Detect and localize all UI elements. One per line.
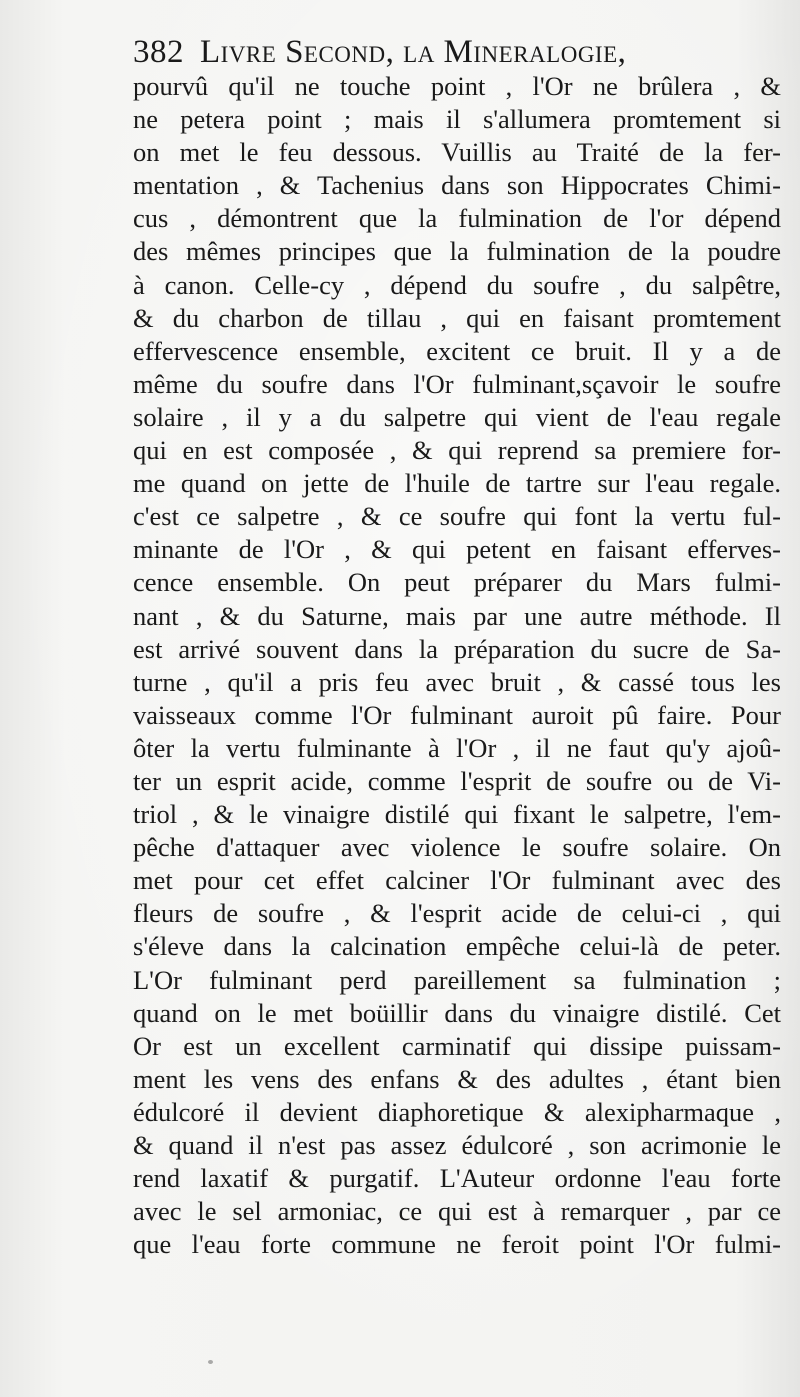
text-line: avec le sel armoniac, ce qui est à remarquer , par ce (133, 1196, 781, 1227)
text-line: ôter la vertu fulminante à l'Or , il ne faut qu'y ajoû- (133, 732, 781, 763)
text-line: est arrivé souvent dans la préparation du sucre de Sa- (133, 633, 781, 664)
running-title: Livre Second, la Mineralogie, (200, 34, 627, 70)
text-line: ter un esprit acide, comme l'esprit de soufre ou de Vi- (133, 765, 781, 796)
text-line: minante de l'Or , & qui petent en faisant efferves- (133, 534, 781, 565)
text-line: solaire , il y a du salpetre qui vient de l'eau regale (133, 401, 781, 432)
text-line: quand on le met boüillir dans du vinaigre distilé. Cet (133, 997, 781, 1028)
paper-spot (208, 1360, 213, 1364)
text-line: Or est un excellent carminatif qui dissipe puissam- (133, 1030, 781, 1061)
text-line: pourvû qu'il ne touche point , l'Or ne brûlera , & (133, 71, 781, 101)
text-line: effervescence ensemble, excitent ce bruit. Il y a de (133, 335, 781, 366)
text-line: cus , démontrent que la fulmination de l'or dépend (133, 203, 781, 234)
text-line: des mêmes principes que la fulmination de la poudre (133, 236, 781, 267)
text-line: fleurs de soufre , & l'esprit acide de celui-ci , qui (133, 898, 781, 929)
text-line: cence ensemble. On peut préparer du Mars fulmi- (133, 567, 781, 598)
text-line: même du soufre dans l'Or fulminant,sçavoir le soufre (133, 368, 781, 399)
text-line: à canon. Celle-cy , dépend du soufre , du salpêtre, (133, 269, 781, 300)
text-line: mentation , & Tachenius dans son Hippocrates Chimi- (133, 170, 781, 201)
text-line: ne petera point ; mais il s'allumera promtement si (133, 104, 781, 135)
body-text (133, 70, 781, 1261)
text-line: triol , & le vinaigre distilé qui fixant le salpetre, l'em- (133, 799, 781, 830)
text-line: turne , qu'il a pris feu avec bruit , & cassé tous les (133, 666, 781, 697)
text-line: & du charbon de tillau , qui en faisant promtement (133, 302, 781, 333)
text-line: c'est ce salpetre , & ce soufre qui font la vertu ful- (133, 501, 781, 532)
text-line: me quand on jette de l'huile de tartre sur l'eau regale. (133, 468, 781, 499)
text-line: & quand il n'est pas assez édulcoré , son acrimonie le (133, 1130, 781, 1160)
text-line: rend laxatif & purgatif. L'Auteur ordonne l'eau forte (133, 1163, 781, 1194)
text-line: ment les vens des enfans & des adultes , étant bien (133, 1063, 781, 1094)
text-line: L'Or fulminant perd pareillement sa fulmination ; (133, 964, 781, 995)
text-line: on met le feu dessous. Vuillis au Traité de la fer- (133, 137, 781, 168)
text-line: s'éleve dans la calcination empêche celui-là de peter. (133, 931, 781, 962)
running-head (133, 30, 783, 74)
text-line: que l'eau forte commune ne feroit point l'Or fulmi- (133, 1229, 781, 1260)
page-number: 382 (133, 34, 184, 70)
text-line: qui en est composée , & qui reprend sa premiere for- (133, 435, 781, 466)
text-line: vaisseaux comme l'Or fulminant auroit pû faire. Pour (133, 699, 781, 730)
text-line: nant , & du Saturne, mais par une autre méthode. Il (133, 600, 781, 631)
text-line: édulcoré il devient diaphoretique & alexipharmaque , (133, 1096, 781, 1127)
text-line: met pour cet effet calciner l'Or fulminant avec des (133, 865, 781, 896)
text-line: pêche d'attaquer avec violence le soufre solaire. On (133, 832, 781, 863)
